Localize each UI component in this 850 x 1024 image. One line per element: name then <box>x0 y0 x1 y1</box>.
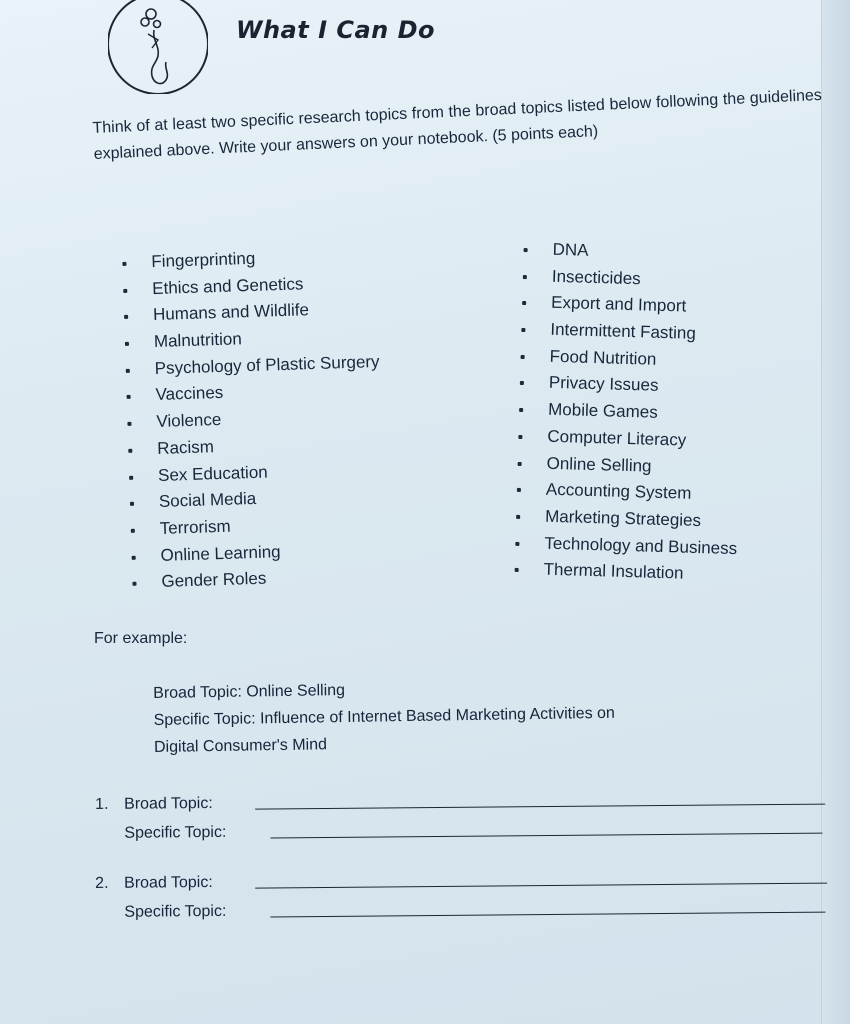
answer-item-2 <box>95 863 835 927</box>
broad-topic-blank[interactable] <box>255 804 825 810</box>
broad-topics-list-right <box>514 236 745 589</box>
answer-item-1 <box>95 784 835 848</box>
instructions-text: Think of at least two specific research topics from the broad topics listed below following the guidelines explained above. Write your answers on your notebook. (5 points each) <box>92 86 823 163</box>
list-item: Food Nutrition <box>520 343 742 376</box>
list-item: Export and Import <box>522 289 744 322</box>
list-item: Racism <box>128 429 383 464</box>
list-item: Online Learning <box>131 535 386 570</box>
broad-topic-blank[interactable] <box>255 883 827 889</box>
broad-topic-label: Broad Topic: <box>124 873 213 892</box>
list-item: Gender Roles <box>132 562 387 597</box>
list-item: Privacy Issues <box>520 369 742 402</box>
list-item: Sex Education <box>129 455 384 490</box>
example-broad-topic: Broad Topic: Online Selling <box>153 681 346 702</box>
list-item: Computer Literacy <box>518 423 740 456</box>
specific-topic-label: Specific Topic: <box>124 823 227 842</box>
list-item: Online Selling <box>517 449 739 482</box>
list-item: Mobile Games <box>519 396 741 429</box>
list-item: Thermal Insulation <box>514 556 736 589</box>
broad-topics-list-left <box>122 242 387 597</box>
specific-topic-blank[interactable] <box>270 833 822 839</box>
list-item: Violence <box>127 402 382 437</box>
list-item: Terrorism <box>130 509 385 544</box>
list-item: Intermittent Fasting <box>521 316 743 349</box>
list-item: Technology and Business <box>515 529 737 562</box>
answer-number: 1. <box>95 795 109 813</box>
broad-topic-label: Broad Topic: <box>124 794 213 813</box>
list-item: Ethics and Genetics <box>123 269 378 304</box>
list-item: DNA <box>523 236 745 269</box>
list-item: Marketing Strategies <box>516 503 738 536</box>
logo-icon <box>108 0 208 94</box>
example-specific-topic-line-1: Specific Topic: Influence of Internet Based Marketing Activities on <box>153 704 616 729</box>
page-title: What I Can Do <box>236 16 436 44</box>
list-item: Fingerprinting <box>122 242 377 277</box>
list-item: Malnutrition <box>125 322 380 357</box>
list-item: Insecticides <box>523 263 745 296</box>
example-block <box>153 670 804 761</box>
list-item: Social Media <box>130 482 385 517</box>
list-item: Humans and Wildlife <box>124 295 379 330</box>
list-item: Psychology of Plastic Surgery <box>125 349 380 384</box>
specific-topic-blank[interactable] <box>270 912 825 918</box>
answer-number: 2. <box>95 874 109 892</box>
example-specific-topic-line-2: Digital Consumer's Mind <box>153 736 328 756</box>
specific-topic-label: Specific Topic: <box>124 902 227 921</box>
list-item: Accounting System <box>517 476 739 509</box>
list-item: Vaccines <box>126 375 381 410</box>
example-label: For example: <box>94 630 188 647</box>
